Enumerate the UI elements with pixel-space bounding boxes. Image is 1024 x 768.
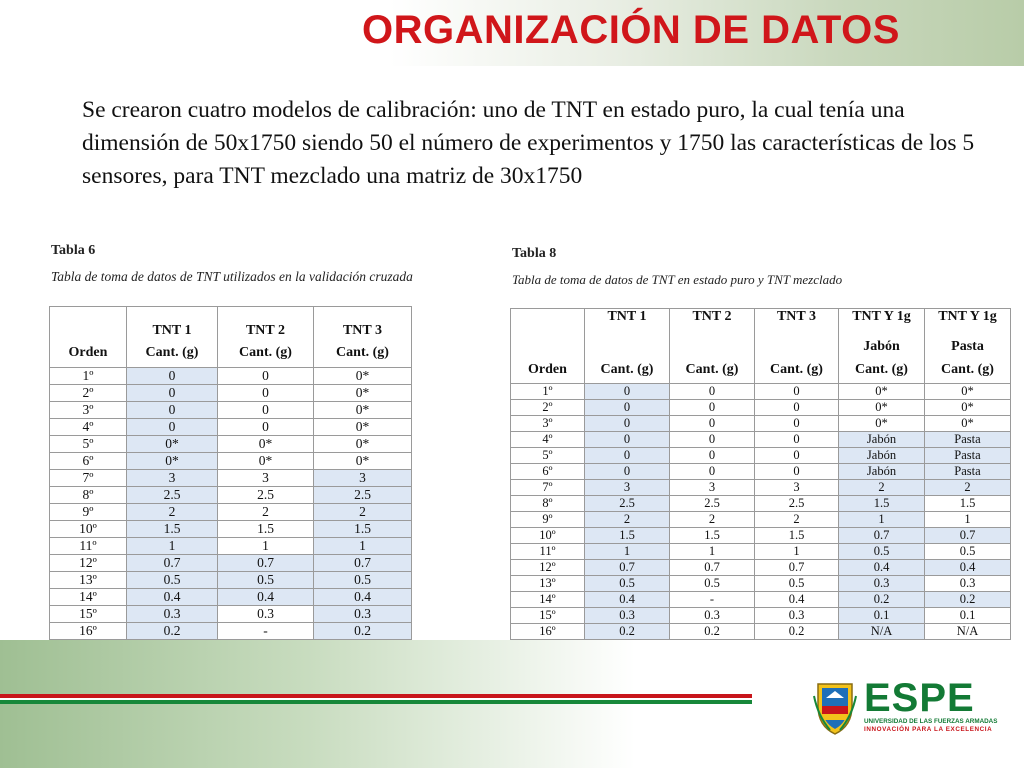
column-subheader: Cant. (g) (839, 357, 925, 384)
value-cell: 0* (314, 368, 412, 385)
table6-caption: Tabla de toma de datos de TNT utilizados en la validación cruzada (51, 269, 413, 284)
order-cell: 8º (50, 487, 127, 504)
header-row-top (50, 307, 412, 340)
value-cell: 2 (925, 480, 1011, 496)
order-cell: 10º (511, 528, 585, 544)
value-cell: 3 (218, 470, 314, 487)
column-header-label: TNT Y 1g (938, 309, 997, 324)
order-cell: 5º (511, 448, 585, 464)
value-cell: 0 (585, 400, 670, 416)
value-cell: 0 (585, 384, 670, 400)
column-header: TNT 1 (585, 309, 670, 358)
value-cell: 0.2 (755, 624, 839, 640)
value-cell: 0 (755, 464, 839, 480)
value-cell: 0.7 (218, 555, 314, 572)
table-row (511, 384, 1011, 400)
table6 (49, 306, 412, 657)
value-cell: 0.7 (755, 560, 839, 576)
value-cell: 1 (585, 544, 670, 560)
order-cell: 13º (50, 572, 127, 589)
value-cell: 2.5 (670, 496, 755, 512)
column-header: TNT 3 (314, 307, 412, 340)
value-cell: 0.5 (585, 576, 670, 592)
value-cell: 0 (755, 416, 839, 432)
order-cell: 10º (50, 521, 127, 538)
value-cell: 0 (755, 448, 839, 464)
value-cell: 2 (585, 512, 670, 528)
value-cell: 0.7 (585, 560, 670, 576)
table-row (511, 608, 1011, 624)
value-cell: 0 (218, 368, 314, 385)
value-cell: 0* (314, 419, 412, 436)
slide-title: ORGANIZACIÓN DE DATOS (362, 8, 900, 52)
value-cell: 0.3 (314, 606, 412, 623)
order-cell: 12º (511, 560, 585, 576)
order-cell: 4º (511, 432, 585, 448)
order-cell: 9º (511, 512, 585, 528)
order-cell: 11º (511, 544, 585, 560)
table-row (50, 487, 412, 504)
order-cell: 2º (511, 400, 585, 416)
table-row (50, 419, 412, 436)
value-cell: 0.2 (314, 623, 412, 640)
order-cell: 13º (511, 576, 585, 592)
value-cell: 0.4 (925, 560, 1011, 576)
order-cell: 9º (50, 504, 127, 521)
value-cell: 0.4 (585, 592, 670, 608)
header-row-bottom (50, 339, 412, 368)
table-row (511, 448, 1011, 464)
value-cell: 0.3 (755, 608, 839, 624)
value-cell: 0.3 (127, 606, 218, 623)
table-row (50, 521, 412, 538)
table-row (50, 402, 412, 419)
value-cell: 0.7 (925, 528, 1011, 544)
value-cell: 0* (314, 385, 412, 402)
value-cell: 0.7 (127, 555, 218, 572)
table8-caption-block (512, 246, 842, 288)
logo-subtitle: UNIVERSIDAD DE LAS FUERZAS ARMADAS (864, 718, 998, 725)
order-cell: 11º (50, 538, 127, 555)
table6-label: Tabla 6 (51, 243, 96, 258)
value-cell: Pasta (925, 464, 1011, 480)
value-cell: 0.4 (314, 589, 412, 606)
value-cell: 1.5 (127, 521, 218, 538)
value-cell: N/A (925, 624, 1011, 640)
value-cell: N/A (839, 624, 925, 640)
value-cell: 0.5 (218, 572, 314, 589)
order-cell: 15º (50, 606, 127, 623)
table-row (50, 470, 412, 487)
order-cell: 7º (511, 480, 585, 496)
value-cell: 0 (127, 368, 218, 385)
value-cell: 1.5 (314, 521, 412, 538)
table-row (511, 464, 1011, 480)
value-cell: 2.5 (218, 487, 314, 504)
value-cell: 3 (314, 470, 412, 487)
column-header (50, 307, 127, 340)
table-row (511, 416, 1011, 432)
table-row (50, 538, 412, 555)
value-cell: 0 (670, 416, 755, 432)
value-cell: 1 (925, 512, 1011, 528)
value-cell: 0* (218, 436, 314, 453)
table-row (50, 555, 412, 572)
value-cell: 0 (127, 402, 218, 419)
value-cell: Jabón (839, 432, 925, 448)
table-row (50, 589, 412, 606)
table-row (511, 512, 1011, 528)
table-row (50, 368, 412, 385)
column-header (925, 309, 1011, 358)
value-cell: 0.2 (670, 624, 755, 640)
value-cell: 0.7 (314, 555, 412, 572)
value-cell: Pasta (925, 432, 1011, 448)
table8-label: Tabla 8 (512, 246, 557, 261)
order-cell: 14º (511, 592, 585, 608)
value-cell: 0.4 (218, 589, 314, 606)
value-cell: 0.3 (670, 608, 755, 624)
table-row (511, 576, 1011, 592)
table-row (50, 453, 412, 470)
value-cell: 0.5 (839, 544, 925, 560)
value-cell: 0.3 (585, 608, 670, 624)
value-cell: 0.1 (839, 608, 925, 624)
table-row (511, 624, 1011, 640)
order-cell: 5º (50, 436, 127, 453)
table-row (511, 432, 1011, 448)
value-cell: - (670, 592, 755, 608)
value-cell: 0 (755, 432, 839, 448)
value-cell: 0* (314, 453, 412, 470)
value-cell: 0 (670, 384, 755, 400)
column-subheader: Cant. (g) (755, 357, 839, 384)
value-cell: 3 (585, 480, 670, 496)
column-header-label: TNT Y 1g (852, 309, 911, 324)
order-cell: 7º (50, 470, 127, 487)
order-cell: 4º (50, 419, 127, 436)
value-cell: 2 (670, 512, 755, 528)
value-cell: 0 (218, 402, 314, 419)
order-cell: 12º (50, 555, 127, 572)
column-subheader: Cant. (g) (314, 339, 412, 368)
value-cell: 3 (127, 470, 218, 487)
value-cell: 1 (314, 538, 412, 555)
order-cell: 14º (50, 589, 127, 606)
value-cell: 0.7 (839, 528, 925, 544)
column-header (839, 309, 925, 358)
body-paragraph: Se crearon cuatro modelos de calibración: uno de TNT en estado puro, la cual tenía una dimensión de 50x1750 siendo 50 el número de experimentos y 1750 las características de los 5 sensores, para TNT mezclado una matriz de 30x1750 (82, 97, 975, 189)
value-cell: 0.2 (839, 592, 925, 608)
value-cell: 0.2 (925, 592, 1011, 608)
value-cell: 0.3 (839, 576, 925, 592)
value-cell: Jabón (839, 464, 925, 480)
table8-caption: Tabla de toma de datos de TNT en estado puro y TNT mezclado (512, 272, 843, 287)
value-cell: 0.3 (218, 606, 314, 623)
table8 (510, 308, 1011, 656)
order-cell: 16º (50, 623, 127, 640)
value-cell: 1.5 (585, 528, 670, 544)
column-header: TNT 1 (127, 307, 218, 340)
table-row (50, 436, 412, 453)
value-cell: 0.2 (127, 623, 218, 640)
value-cell: Jabón (839, 448, 925, 464)
order-cell: 8º (511, 496, 585, 512)
value-cell: 0.3 (925, 576, 1011, 592)
order-cell: 6º (50, 453, 127, 470)
column-header: TNT 3 (755, 309, 839, 358)
value-cell: - (218, 623, 314, 640)
logo-tagline: INNOVACIÓN PARA LA EXCELENCIA (864, 726, 993, 733)
order-cell: 1º (50, 368, 127, 385)
value-cell: 0* (839, 384, 925, 400)
value-cell: 0* (218, 453, 314, 470)
value-cell: 2.5 (585, 496, 670, 512)
value-cell: 3 (670, 480, 755, 496)
value-cell: Pasta (925, 448, 1011, 464)
value-cell: 2 (839, 480, 925, 496)
table-row (511, 592, 1011, 608)
value-cell: 1 (670, 544, 755, 560)
value-cell: 0 (585, 432, 670, 448)
column-header: TNT 2 (218, 307, 314, 340)
university-seal-icon (812, 676, 858, 738)
value-cell: 2 (755, 512, 839, 528)
table-row (50, 623, 412, 640)
value-cell: 0.4 (127, 589, 218, 606)
value-cell: 0 (585, 416, 670, 432)
column-header: TNT 2 (670, 309, 755, 358)
value-cell: 0 (755, 384, 839, 400)
value-cell: 0.2 (585, 624, 670, 640)
table-row (511, 400, 1011, 416)
value-cell: 2 (127, 504, 218, 521)
value-cell: 0 (127, 385, 218, 402)
value-cell: 0* (925, 400, 1011, 416)
value-cell: 0* (314, 436, 412, 453)
column-subheader: Orden (511, 357, 585, 384)
column-subheader: Cant. (g) (585, 357, 670, 384)
table-row (50, 385, 412, 402)
value-cell: 1 (218, 538, 314, 555)
column-header-sublabel: Jabón (863, 339, 900, 354)
value-cell: 1.5 (755, 528, 839, 544)
value-cell: 1.5 (925, 496, 1011, 512)
value-cell: 0.4 (755, 592, 839, 608)
table-row (50, 504, 412, 521)
column-header-sublabel: Pasta (951, 339, 984, 354)
value-cell: 0 (670, 448, 755, 464)
column-subheader: Cant. (g) (127, 339, 218, 368)
value-cell: 0* (839, 416, 925, 432)
header-row-bottom (511, 357, 1011, 384)
table-row (511, 496, 1011, 512)
order-cell: 3º (50, 402, 127, 419)
column-header (511, 309, 585, 358)
column-subheader: Orden (50, 339, 127, 368)
value-cell: 1.5 (839, 496, 925, 512)
value-cell: 0.5 (127, 572, 218, 589)
value-cell: 1 (127, 538, 218, 555)
logo-wordmark: ESPE (864, 676, 975, 720)
header-row-top (511, 309, 1011, 358)
value-cell: 2 (314, 504, 412, 521)
value-cell: 0 (218, 419, 314, 436)
value-cell: 0 (585, 448, 670, 464)
value-cell: 2.5 (127, 487, 218, 504)
value-cell: 1.5 (218, 521, 314, 538)
value-cell: 2 (218, 504, 314, 521)
value-cell: 2.5 (314, 487, 412, 504)
order-cell: 3º (511, 416, 585, 432)
value-cell: 0* (127, 453, 218, 470)
value-cell: 0.5 (314, 572, 412, 589)
value-cell: 0* (314, 402, 412, 419)
footer-stripes (0, 694, 752, 706)
order-cell: 15º (511, 608, 585, 624)
value-cell: 3 (755, 480, 839, 496)
value-cell: 0.5 (925, 544, 1011, 560)
value-cell: 0.7 (670, 560, 755, 576)
value-cell: 0* (925, 384, 1011, 400)
column-subheader: Cant. (g) (218, 339, 314, 368)
table-row (511, 528, 1011, 544)
column-subheader: Cant. (g) (925, 357, 1011, 384)
value-cell: 0 (670, 432, 755, 448)
table-row (511, 544, 1011, 560)
order-cell: 16º (511, 624, 585, 640)
table-row (511, 480, 1011, 496)
value-cell: 0.5 (670, 576, 755, 592)
value-cell: 1 (755, 544, 839, 560)
order-cell: 6º (511, 464, 585, 480)
table-row (50, 572, 412, 589)
value-cell: 0* (839, 400, 925, 416)
value-cell: 1 (839, 512, 925, 528)
value-cell: 0 (755, 400, 839, 416)
espe-logo (812, 676, 997, 738)
value-cell: 1.5 (670, 528, 755, 544)
value-cell: 0 (585, 464, 670, 480)
table-row (511, 560, 1011, 576)
table6-caption-block (51, 243, 413, 285)
table-row (50, 606, 412, 623)
value-cell: 0.4 (839, 560, 925, 576)
value-cell: 0* (925, 416, 1011, 432)
order-cell: 1º (511, 384, 585, 400)
value-cell: 0 (670, 464, 755, 480)
column-subheader: Cant. (g) (670, 357, 755, 384)
value-cell: 2.5 (755, 496, 839, 512)
value-cell: 0 (127, 419, 218, 436)
order-cell: 2º (50, 385, 127, 402)
value-cell: 0* (127, 436, 218, 453)
value-cell: 0.5 (755, 576, 839, 592)
value-cell: 0 (670, 400, 755, 416)
value-cell: 0 (218, 385, 314, 402)
value-cell: 0.1 (925, 608, 1011, 624)
